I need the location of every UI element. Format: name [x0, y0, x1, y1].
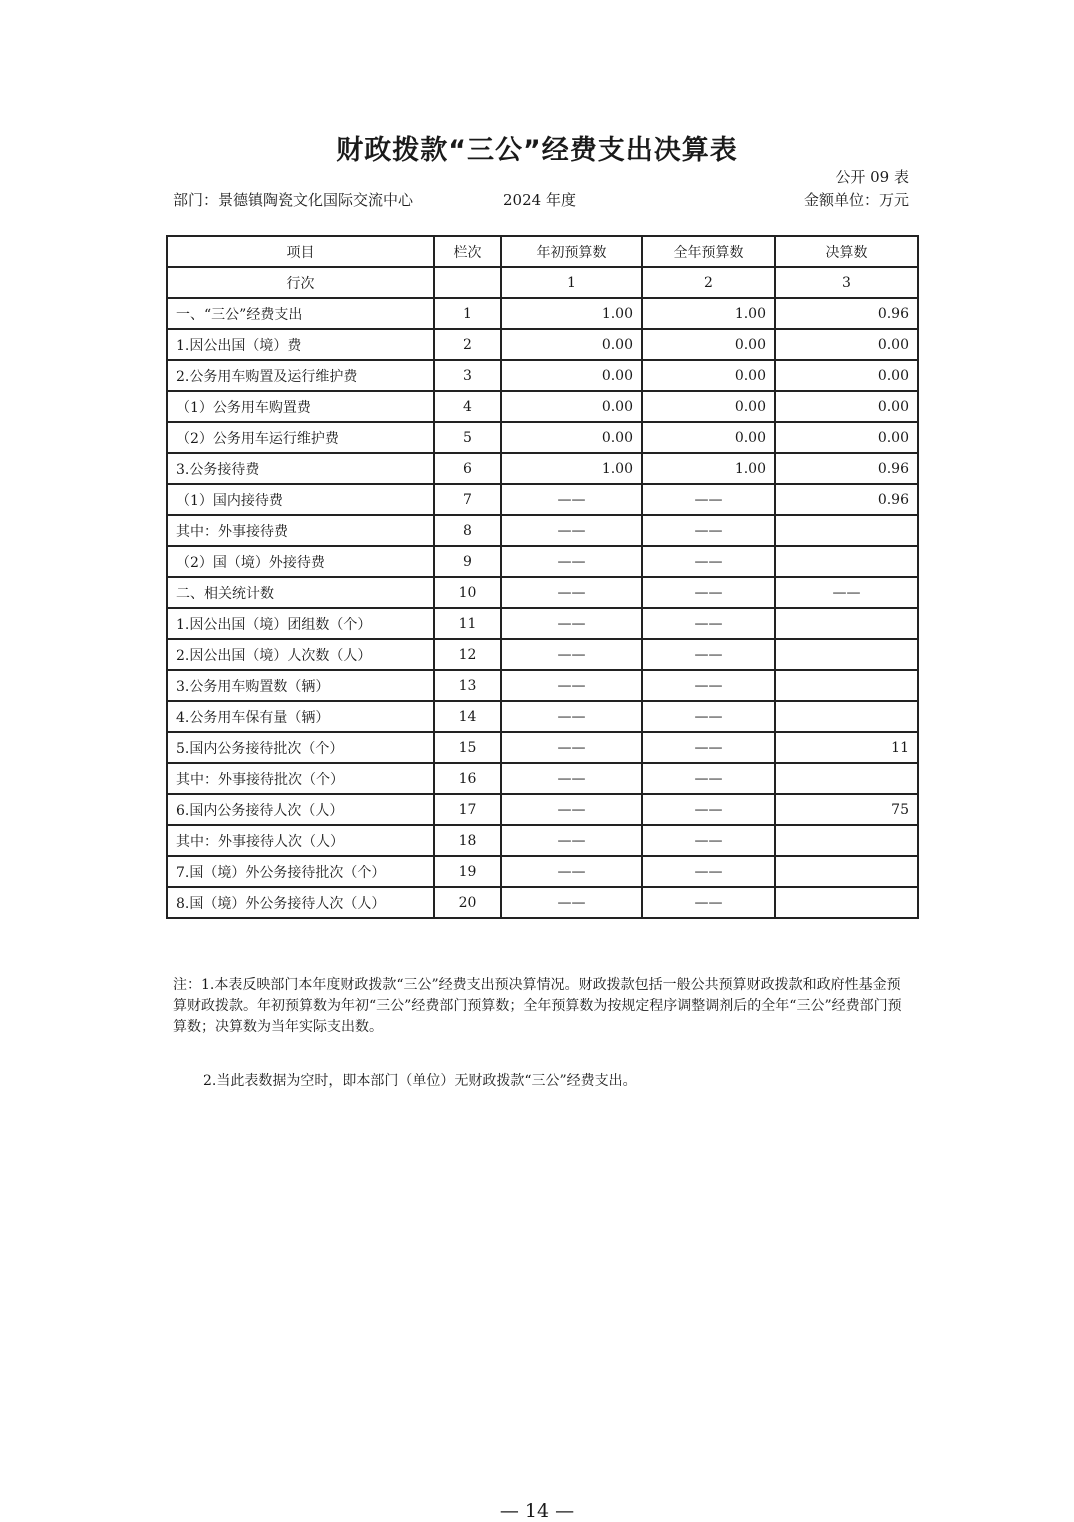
table-row	[167, 515, 918, 546]
initial-budget-cell: 1.00	[501, 453, 642, 484]
table-row	[167, 794, 918, 825]
initial-budget-cell: 0.00	[501, 360, 642, 391]
full-year-budget-cell: 1.00	[642, 453, 775, 484]
row-number-cell: 11	[434, 608, 501, 639]
initial-budget-cell: ——	[501, 515, 642, 546]
row-number-cell: 19	[434, 856, 501, 887]
table-row	[167, 701, 918, 732]
full-year-budget-cell: ——	[642, 670, 775, 701]
full-year-budget-cell: ——	[642, 794, 775, 825]
initial-budget-cell: ——	[501, 546, 642, 577]
full-year-budget-cell: ——	[642, 763, 775, 794]
row-number-cell: 5	[434, 422, 501, 453]
item-cell: 2.因公出国（境）人次数（人）	[167, 639, 434, 670]
item-cell: 5.国内公务接待批次（个）	[167, 732, 434, 763]
amount-unit: 金额单位：万元	[803, 191, 909, 209]
table-row	[167, 298, 918, 329]
row-number-cell: 14	[434, 701, 501, 732]
item-cell: 其中：外事接待人次（人）	[167, 825, 434, 856]
full-year-budget-cell: ——	[642, 484, 775, 515]
full-year-budget-cell: ——	[642, 825, 775, 856]
full-year-budget-cell: ——	[642, 546, 775, 577]
row-number-cell: 18	[434, 825, 501, 856]
final-account-cell: 0.00	[775, 391, 918, 422]
final-account-cell	[775, 670, 918, 701]
initial-budget-cell: ——	[501, 577, 642, 608]
item-cell: 3.公务接待费	[167, 453, 434, 484]
row-number-cell: 9	[434, 546, 501, 577]
header-cell: 决算数	[775, 236, 918, 267]
row-number-cell: 12	[434, 639, 501, 670]
expense-table	[166, 235, 919, 919]
item-cell: 8.国（境）外公务接待人次（人）	[167, 887, 434, 918]
final-account-cell: 0.00	[775, 329, 918, 360]
table-row	[167, 577, 918, 608]
table-row	[167, 670, 918, 701]
row-number-cell: 2	[434, 329, 501, 360]
final-account-cell: 0.00	[775, 360, 918, 391]
row-number-cell: 1	[434, 298, 501, 329]
initial-budget-cell: ——	[501, 701, 642, 732]
initial-budget-cell: ——	[501, 887, 642, 918]
item-cell: 3.公务用车购置数（辆）	[167, 670, 434, 701]
initial-budget-cell: ——	[501, 763, 642, 794]
table-row	[167, 763, 918, 794]
final-account-cell: 0.96	[775, 484, 918, 515]
final-account-cell	[775, 639, 918, 670]
header-cell: 全年预算数	[642, 236, 775, 267]
item-cell: （2）国（境）外接待费	[167, 546, 434, 577]
initial-budget-cell: 1.00	[501, 298, 642, 329]
item-cell: （1）公务用车购置费	[167, 391, 434, 422]
item-cell: 1.因公出国（境）团组数（个）	[167, 608, 434, 639]
initial-budget-cell: ——	[501, 825, 642, 856]
final-account-cell: ——	[775, 577, 918, 608]
item-cell: 6.国内公务接待人次（人）	[167, 794, 434, 825]
row-number-cell: 16	[434, 763, 501, 794]
subheader-cell: 3	[775, 267, 918, 298]
final-account-cell	[775, 608, 918, 639]
row-number-cell: 4	[434, 391, 501, 422]
item-cell: 二、相关统计数	[167, 577, 434, 608]
item-cell: 2.公务用车购置及运行维护费	[167, 360, 434, 391]
final-account-cell: 11	[775, 732, 918, 763]
final-account-cell: 75	[775, 794, 918, 825]
header-cell: 项目	[167, 236, 434, 267]
subheader-cell: 1	[501, 267, 642, 298]
item-cell: 其中：外事接待批次（个）	[167, 763, 434, 794]
item-cell: 4.公务用车保有量（辆）	[167, 701, 434, 732]
item-cell: （1）国内接待费	[167, 484, 434, 515]
department-label: 部门：景德镇陶瓷文化国际交流中心	[173, 191, 414, 209]
final-account-cell	[775, 546, 918, 577]
table-row	[167, 391, 918, 422]
full-year-budget-cell: ——	[642, 639, 775, 670]
table-note-1: 注：1.本表反映部门本年度财政拨款“三公”经费支出预决算情况。财政拨款包括一般公共预算财政拨款和政府性基金预算财政拨款。年初预算数为年初“三公”经费部门预算数；全年预算数为按规定程序调整调剂后的全年“三公”经费部门预算数；决算数为当年实际支出数。	[173, 977, 902, 1035]
full-year-budget-cell: ——	[642, 887, 775, 918]
full-year-budget-cell: 0.00	[642, 422, 775, 453]
table-row	[167, 329, 918, 360]
full-year-budget-cell: ——	[642, 732, 775, 763]
table-row	[167, 639, 918, 670]
row-number-cell: 15	[434, 732, 501, 763]
row-number-cell: 20	[434, 887, 501, 918]
final-account-cell	[775, 887, 918, 918]
full-year-budget-cell: ——	[642, 577, 775, 608]
fiscal-year: 2024 年度	[503, 191, 576, 209]
full-year-budget-cell: 0.00	[642, 329, 775, 360]
table-note-2: 2.当此表数据为空时，即本部门（单位）无财政拨款“三公”经费支出。	[203, 1073, 637, 1089]
subheader-cell: 2	[642, 267, 775, 298]
initial-budget-cell: ——	[501, 639, 642, 670]
initial-budget-cell: 0.00	[501, 329, 642, 360]
row-number-cell: 3	[434, 360, 501, 391]
row-number-cell: 10	[434, 577, 501, 608]
table-row	[167, 887, 918, 918]
initial-budget-cell: ——	[501, 484, 642, 515]
table-row	[167, 422, 918, 453]
initial-budget-cell: 0.00	[501, 391, 642, 422]
initial-budget-cell: ——	[501, 856, 642, 887]
row-number-cell: 6	[434, 453, 501, 484]
page-number: — 14 —	[499, 1500, 575, 1522]
item-cell: 一、“三公”经费支出	[167, 298, 434, 329]
initial-budget-cell: 0.00	[501, 422, 642, 453]
initial-budget-cell: ——	[501, 670, 642, 701]
subheader-row	[167, 267, 918, 298]
full-year-budget-cell: 0.00	[642, 360, 775, 391]
header-row	[167, 236, 918, 267]
final-account-cell: 0.96	[775, 298, 918, 329]
row-number-cell: 13	[434, 670, 501, 701]
table-row	[167, 546, 918, 577]
final-account-cell: 0.96	[775, 453, 918, 484]
full-year-budget-cell: ——	[642, 515, 775, 546]
subheader-cell	[434, 267, 501, 298]
row-number-cell: 7	[434, 484, 501, 515]
header-cell: 栏次	[434, 236, 501, 267]
row-number-cell: 17	[434, 794, 501, 825]
table-row	[167, 453, 918, 484]
item-cell: 7.国（境）外公务接待批次（个）	[167, 856, 434, 887]
item-cell: 1.因公出国（境）费	[167, 329, 434, 360]
subheader-cell: 行次	[167, 267, 434, 298]
full-year-budget-cell: 1.00	[642, 298, 775, 329]
final-account-cell	[775, 825, 918, 856]
table-row	[167, 608, 918, 639]
table-row	[167, 856, 918, 887]
table-row	[167, 825, 918, 856]
initial-budget-cell: ——	[501, 794, 642, 825]
final-account-cell	[775, 763, 918, 794]
initial-budget-cell: ——	[501, 608, 642, 639]
full-year-budget-cell: 0.00	[642, 391, 775, 422]
table-row	[167, 484, 918, 515]
full-year-budget-cell: ——	[642, 608, 775, 639]
full-year-budget-cell: ——	[642, 856, 775, 887]
header-cell: 年初预算数	[501, 236, 642, 267]
row-number-cell: 8	[434, 515, 501, 546]
table-row	[167, 732, 918, 763]
table-code: 公开 09 表	[835, 168, 909, 186]
final-account-cell: 0.00	[775, 422, 918, 453]
final-account-cell	[775, 515, 918, 546]
table-row	[167, 360, 918, 391]
item-cell: 其中：外事接待费	[167, 515, 434, 546]
initial-budget-cell: ——	[501, 732, 642, 763]
final-account-cell	[775, 856, 918, 887]
final-account-cell	[775, 701, 918, 732]
item-cell: （2）公务用车运行维护费	[167, 422, 434, 453]
full-year-budget-cell: ——	[642, 701, 775, 732]
page-title: 财政拨款“三公”经费支出决算表	[336, 135, 738, 166]
